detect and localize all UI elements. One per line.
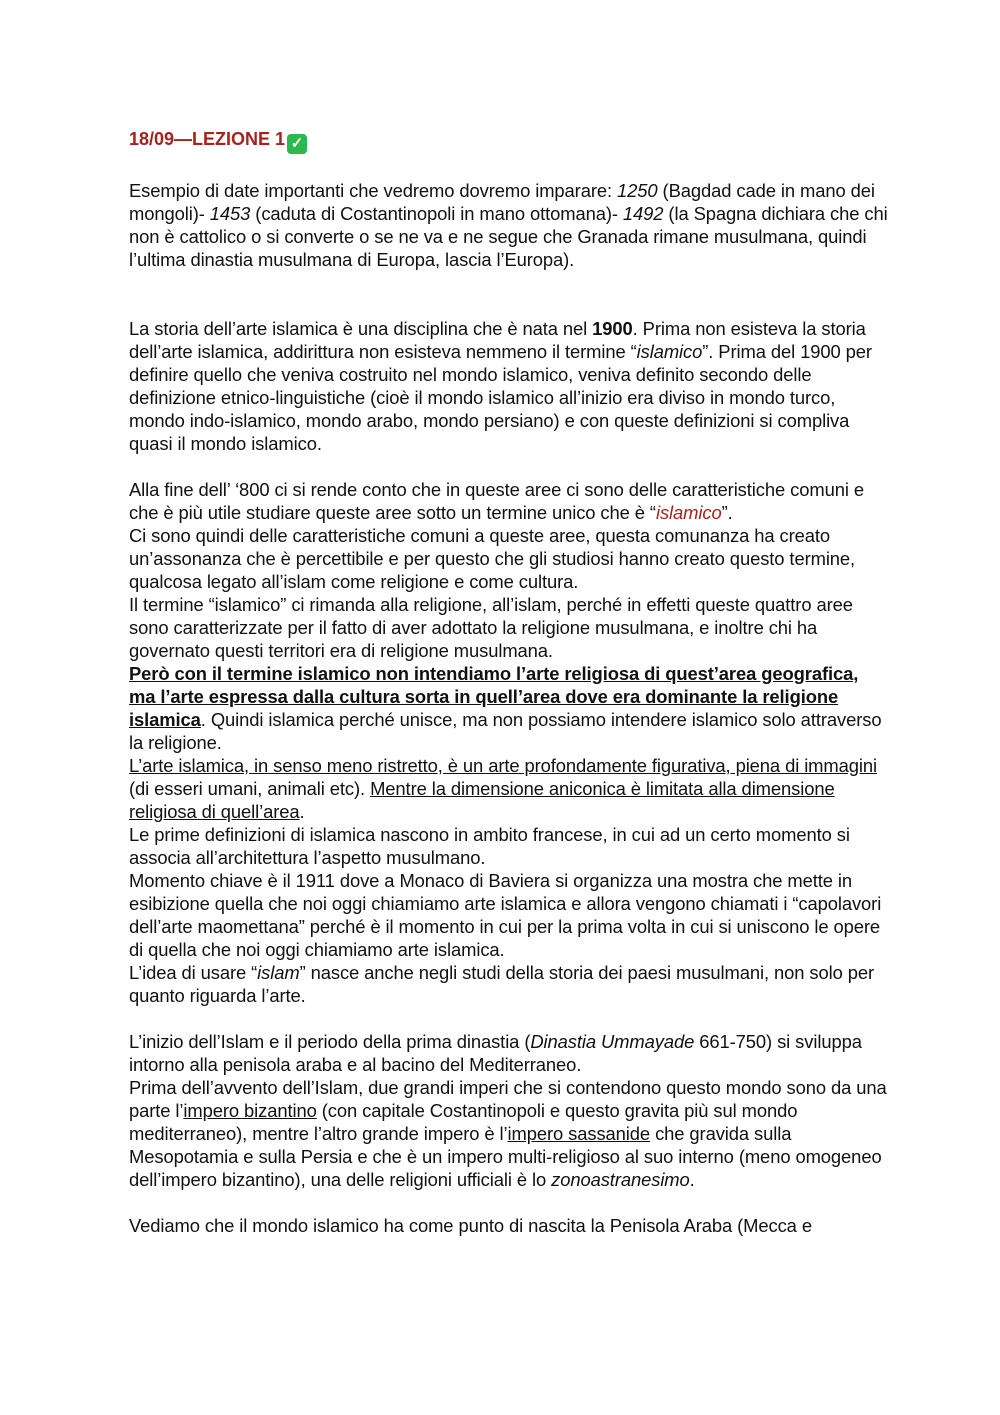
text: (Bagdad cade in mano dei mongoli)- <box>129 180 875 224</box>
text: . Quindi islamica perché unisce, ma non possiamo intendere islamico solo attraverso la religione. <box>129 709 882 753</box>
lesson-title-text: 18/09—LEZIONE 1 <box>129 129 286 149</box>
text: ” nasce anche negli studi della storia dei paesi musulmani, non solo per quanto riguarda l’arte. <box>129 962 875 1006</box>
date-1250: 1250 <box>617 180 658 201</box>
term-islamico-red: islamico <box>655 502 722 523</box>
paragraph-birthplace <box>129 1214 889 1237</box>
text: L’inizio dell’Islam e il periodo della prima dinastia ( <box>129 1031 531 1052</box>
impero-bizantino: impero bizantino <box>183 1100 317 1121</box>
term-islam: islam <box>257 962 300 983</box>
text: ”. Prima del 1900 per definire quello che veniva costruito nel mondo islamico, veniva definito secondo delle definizione etnico-linguistiche (cioè il mondo islamico all’inizio era diviso in mondo turco, mondo indo-islamico, mondo arabo, mondo persiano) e con queste definizioni si compliva quasi il mondo islamico. <box>129 341 872 454</box>
underlined-aniconic: Mentre la dimensione aniconica è limitata alla dimensione religiosa di quell’area <box>129 778 835 822</box>
text: Ci sono quindi delle caratteristiche comuni a queste aree, questa comunanza ha creato un’assonanza che è percettibile e per questo che gli studiosi hanno creato questo termine, qualcosa legato all’islam come religione e come cultura. <box>129 525 856 592</box>
impero-sassanide: impero sassanide <box>507 1123 651 1144</box>
text: Vediamo che il mondo islamico ha come punto di nascita la Penisola Araba (Mecca e <box>129 1215 812 1236</box>
text: Esempio di date importanti che vedremo dovremo imparare: <box>129 180 618 201</box>
text: . Prima non esisteva la storia dell’arte islamica, addirittura non esisteva nemmeno il termine “ <box>129 318 866 362</box>
text: Il termine “islamico” ci rimanda alla religione, all’islam, perché in effetti queste quattro aree sono caratterizzate per il fatto di aver adottato la religione musulmana, e inoltre chi ha governato questi territori era di religione musulmana. <box>129 594 853 661</box>
paragraph-history-discipline <box>129 317 889 455</box>
paragraph-important-dates <box>129 179 889 271</box>
date-1492: 1492 <box>622 203 664 224</box>
year-1900: 1900 <box>592 318 633 339</box>
text: Le prime definizioni di islamica nascono in ambito francese, in cui ad un certo momento si associa all’architettura l’aspetto musulmano. <box>129 824 850 868</box>
text: (la Spagna dichiara che chi non è cattolico o si converte o se ne va e ne segue che Granada rimane musulmana, quindi l’ultima dinastia musulmana di Europa, lascia l’Europa). <box>129 203 888 270</box>
paragraph-beginning-islam <box>129 1030 889 1191</box>
text: Momento chiave è il 1911 dove a Monaco di Baviera si organizza una mostra che mette in esibizione quella che noi oggi chiamiamo arte islamica e allora vengono chiamati i “capolavori dell’arte maomettana” perché è il momento in cui per la prima volta in cui si uniscono le opere di quella che noi oggi chiamiamo arte islamica. <box>129 870 882 960</box>
underlined-figurative: L’arte islamica, in senso meno ristretto, è un arte profondamente figurativa, piena di immagini <box>129 755 877 776</box>
text: . <box>689 1169 695 1190</box>
text: L’idea di usare “ <box>129 962 258 983</box>
zonoastranesimo: zonoastranesimo <box>551 1169 690 1190</box>
text: (con capitale Costantinopoli e questo gravita più sul mondo mediterraneo), mentre l’altro grande impero è l’ <box>129 1100 798 1144</box>
text: 661-750) si sviluppa intorno alla penisola araba e al bacino del Mediterraneo. <box>129 1031 862 1075</box>
document-body <box>129 126 889 1237</box>
text: La storia dell’arte islamica è una disciplina che è nata nel <box>129 318 593 339</box>
text: (di esseri umani, animali etc). <box>129 778 371 799</box>
check-mark-icon: ✓ <box>287 134 307 154</box>
text: che gravida sulla Mesopotamia e sulla Persia e che è un impero multi-religioso al suo interno (meno omogeneo dell’impero bizantino), una delle religioni ufficiali è lo <box>129 1123 882 1190</box>
date-1453: 1453 <box>209 203 251 224</box>
lesson-title <box>129 126 889 154</box>
text: ”. <box>721 502 733 523</box>
dinastia-ummayade: Dinastia Ummayade <box>530 1031 695 1052</box>
emphasis-definition: Però con il termine islamico non intendiamo l’arte religiosa di quest’area geografica, ma l’arte espressa dalla cultura sorta in quell’area dove era dominante la religione islamica <box>129 663 859 730</box>
text: (caduta di Costantinopoli in mano ottomana)- <box>250 203 623 224</box>
paragraph-term-origin <box>129 478 889 1007</box>
text: Prima dell’avvento dell’Islam, due grandi imperi che si contendono questo mondo sono da una parte l’ <box>129 1077 887 1121</box>
text: Alla fine dell’ ‘800 ci si rende conto che in queste aree ci sono delle caratteristiche comuni e che è più utile studiare queste aree sotto un termine unico che è “ <box>129 479 864 523</box>
term-islamico: islamico <box>636 341 703 362</box>
text: . <box>299 801 305 822</box>
